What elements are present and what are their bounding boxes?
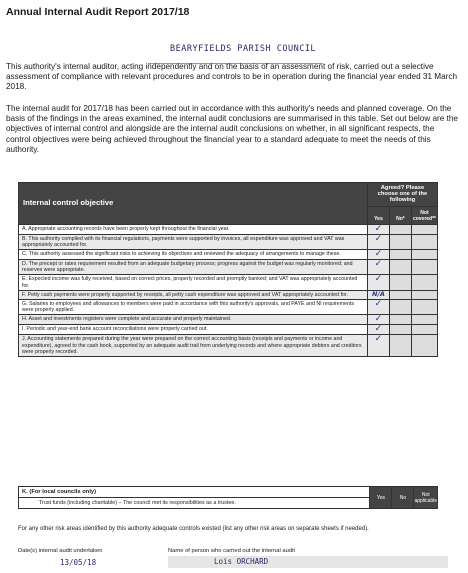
name-field — [168, 556, 448, 568]
checkbox-no[interactable] — [389, 260, 411, 275]
trust-funds-table — [18, 486, 438, 509]
objective-row — [19, 325, 438, 335]
objective-row — [19, 275, 438, 290]
checkbox-no[interactable] — [389, 275, 411, 290]
checkbox-nc[interactable] — [411, 260, 437, 275]
dates-value: 13/05/18 — [60, 558, 97, 567]
objective-row — [19, 224, 438, 234]
checkbox-yes[interactable] — [367, 335, 389, 357]
k-body — [19, 498, 370, 509]
checkbox-nc[interactable] — [411, 224, 437, 234]
checkbox-no[interactable] — [389, 315, 411, 325]
checkbox-yes[interactable] — [367, 250, 389, 260]
objective-text: G. Salaries to employees and allowances to members were paid in accordance with this authority's approvals, and PAYE and NI requirements were properly applied. — [19, 300, 368, 315]
checkbox-no[interactable] — [389, 300, 411, 315]
tick-icon: ✓ — [374, 223, 383, 234]
col-no-header: No* — [389, 206, 411, 224]
checkbox-no[interactable] — [389, 335, 411, 357]
checkbox-no[interactable] — [389, 290, 411, 299]
objective-text: F. Petty cash payments were properly supported by receipts, all petty cash expenditure was approved and VAT appropriately accounted for. — [19, 290, 368, 299]
objective-row — [19, 315, 438, 325]
checkbox-yes[interactable] — [367, 234, 389, 249]
checkbox-nc[interactable] — [411, 290, 437, 299]
tick-icon: ✓ — [374, 249, 383, 260]
checkbox-yes[interactable] — [367, 300, 389, 315]
checkbox-no[interactable] — [389, 250, 411, 260]
k-na-header: Not applicable — [414, 487, 438, 509]
k-heading: K. (For local councils only) — [19, 487, 370, 498]
page-title: Annual Internal Audit Report 2017/18 — [6, 6, 190, 18]
name-label: Name of person who carried out the internal audit — [168, 548, 295, 554]
k-yes-header: Yes — [370, 487, 392, 509]
checkbox-yes[interactable] — [367, 315, 389, 325]
council-name: BEARYFIELDS PARISH COUNCIL — [170, 44, 317, 54]
checkbox-yes[interactable] — [367, 224, 389, 234]
objective-row — [19, 300, 438, 315]
footnote: For any other risk areas identified by this authority adequate controls existed (list any other risk areas on separate sheets if needed). — [18, 526, 369, 532]
objective-text: J. Accounting statements prepared during the year were prepared on the correct accounting basis (receipts and payments or income and expenditure), agreed to the cash book, supported by an adequate audit trail from underlying records and where appropriate debtors and creditors were properly recorded. — [19, 335, 368, 357]
tick-icon: ✓ — [374, 314, 383, 325]
tick-icon: ✓ — [374, 324, 383, 335]
checkbox-nc[interactable] — [411, 325, 437, 335]
k-body-text: Trust funds (including charitable) – The council met its responsibilities as a trustee. — [39, 500, 236, 506]
objective-text: C. This authority assessed the significant risks to achieving its objectives and reviewed the adequacy of arrangements to manage these. — [19, 250, 368, 260]
checkbox-nc[interactable] — [411, 234, 437, 249]
objective-text: E. Expected income was fully received, based on correct prices, properly recorded and promptly banked; and VAT was appropriately accounted for. — [19, 275, 368, 290]
checkbox-nc[interactable] — [411, 275, 437, 290]
checkbox-nc[interactable] — [411, 315, 437, 325]
objective-text: D. The precept or rates requirement resulted from an adequate budgetary process; progress against the budget was regularly monitored; and reserves were appropriate. — [19, 260, 368, 275]
name-value: Lois ORCHARD — [214, 557, 269, 566]
checkbox-no[interactable] — [389, 234, 411, 249]
tick-icon: ✓ — [374, 274, 383, 285]
checkbox-nc[interactable] — [411, 300, 437, 315]
objective-text: H. Asset and investments registers were complete and accurate and properly maintained. — [19, 315, 368, 325]
objective-row — [19, 260, 438, 275]
checkbox-nc[interactable] — [411, 335, 437, 357]
objective-text: I. Periodic and year-end bank account reconciliations were properly carried out. — [19, 325, 368, 335]
control-objectives-table — [18, 182, 438, 357]
objective-header: Internal control objective — [19, 183, 368, 225]
objective-row — [19, 250, 438, 260]
k-no-header: No — [392, 487, 414, 509]
checkbox-no[interactable] — [389, 224, 411, 234]
checkbox-nc[interactable] — [411, 250, 437, 260]
agreed-header: Agreed? Please choose one of the following — [367, 183, 437, 207]
tick-icon: ✓ — [374, 233, 383, 244]
tick-icon: ✓ — [374, 299, 383, 310]
scope-paragraph: The internal audit for 2017/18 has been carried out in accordance with this authority's needs and planned coverage. On the basis of the findings in the areas examined, the internal audit conclusions are summarised in this table. Set out below are the objectives of internal control and alongside are the internal audit conclusions on whether, in all significant respects, the control objectives were being achieved throughout the financial year to a standard adequate to meet the needs of this authority. — [6, 104, 458, 154]
checkbox-no[interactable] — [389, 325, 411, 335]
objective-row — [19, 335, 438, 357]
checkbox-yes[interactable] — [367, 325, 389, 335]
col-not-covered-header: Not covered** — [411, 206, 437, 224]
tick-icon: ✓ — [374, 334, 383, 345]
objective-text: A. Appropriate accounting records have been properly kept throughout the financial year. — [19, 224, 368, 234]
council-name-field — [148, 44, 323, 64]
col-yes-header: Yes — [367, 206, 389, 224]
tick-icon: ✓ — [374, 259, 383, 270]
intro-paragraph: This authority's internal auditor, acting independently and on the basis of an assessment of risk, carried out a selective assessment of compliance with relevant procedures and controls to be in operation during the financial year ended 31 March 2018. — [6, 62, 458, 92]
checkbox-yes[interactable] — [367, 275, 389, 290]
na-mark: N/A — [372, 289, 385, 298]
checkbox-yes[interactable] — [367, 260, 389, 275]
objective-text: B. This authority complied with its financial regulations, payments were supported by invoices, all expenditure was approved and VAT was appropriately accounted for. — [19, 234, 368, 249]
objective-row — [19, 234, 438, 249]
dates-label: Date(s) internal audit undertaken — [18, 548, 103, 554]
